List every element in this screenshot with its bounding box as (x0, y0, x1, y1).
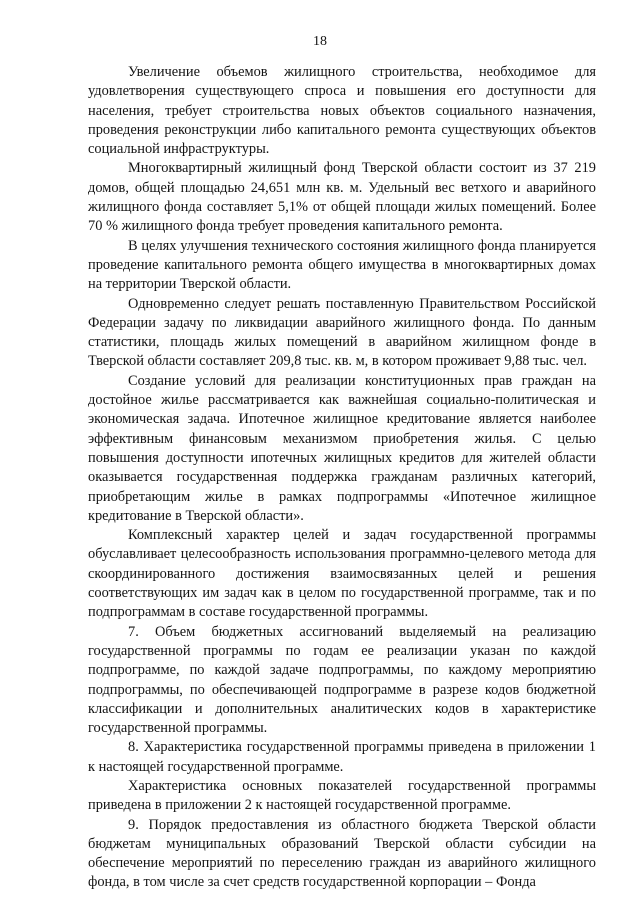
page-number: 18 (313, 34, 327, 49)
paragraph: Комплексный характер целей и задач государственной программы обуславливает целесообразность использования программно-целевого метода для скоординированного достижения взаимосвязанных целей и решения соответствующих им задач как в целом по государственной программе, так и по подпрограммам в составе государственной программы. (88, 527, 596, 621)
paragraph: Многоквартирный жилищный фонд Тверской области состоит из 37 219 домов, общей площадью 24,651 млн кв. м. Удельный вес ветхого и аварийного жилищного фонда составляет 5,1% от общей площади жилых помещений. Более 70 % жилищного фонда требует проведения капитального ремонта. (88, 160, 596, 235)
paragraph: 7. Объем бюджетных ассигнований выделяемый на реализацию государственной программы по годам ее реализации указан по каждой подпрограмме, по каждой задаче подпрограммы, по каждому мероприятию подпрограммы, по обеспечивающей подпрограмме в разрезе кодов бюджетной классификации и дополнительных аналитических кодов в характеристике государственной программы. (88, 623, 596, 737)
paragraph: 9. Порядок предоставления из областного бюджета Тверской области бюджетам муниципальных образований Тверской области субсидии на обеспечение мероприятий по переселению граждан из аварийного жилищного фонда, в том числе за счет средств государственной корпорации – Фонда (88, 816, 596, 891)
document-body (88, 63, 596, 893)
paragraph: Одновременно следует решать поставленную Правительством Российской Федерации задачу по ликвидации аварийного жилищного фонда. По данным статистики, площадь жилых помещений в аварийном жилищном фонде в Тверской области составляет 209,8 тыс. кв. м, в котором проживает 9,88 тыс. чел. (88, 295, 596, 370)
paragraph: 8. Характеристика государственной программы приведена в приложении 1 к настоящей государственной программе. (88, 739, 596, 775)
paragraph: Характеристика основных показателей государственной программы приведена в приложении 2 к настоящей государственной программе. (88, 777, 596, 814)
paragraph: В целях улучшения технического состояния жилищного фонда планируется проведение капитального ремонта общего имущества в многоквартирных домах на территории Тверской области. (88, 237, 596, 293)
paragraph: Создание условий для реализации конституционных прав граждан на достойное жилье рассматривается как важнейшая социально-политическая и экономическая задача. Ипотечное жилищное кредитование является наиболее эффективным финансовым механизмом приобретения жилья. С целью повышения доступности ипотечных жилищных кредитов для жителей области оказывается государственная поддержка гражданам различных категорий, приобретающим жилье в рамках подпрограммы «Ипотечное жилищное кредитование в Тверской области». (88, 372, 596, 524)
paragraph: Увеличение объемов жилищного строительства, необходимое для удовлетворения существующего спроса и повышения его доступности для населения, требует строительства новых объектов социального назначения, проведения реконструкции либо капитального ремонта существующих объектов социальной инфраструктуры. (88, 64, 596, 158)
